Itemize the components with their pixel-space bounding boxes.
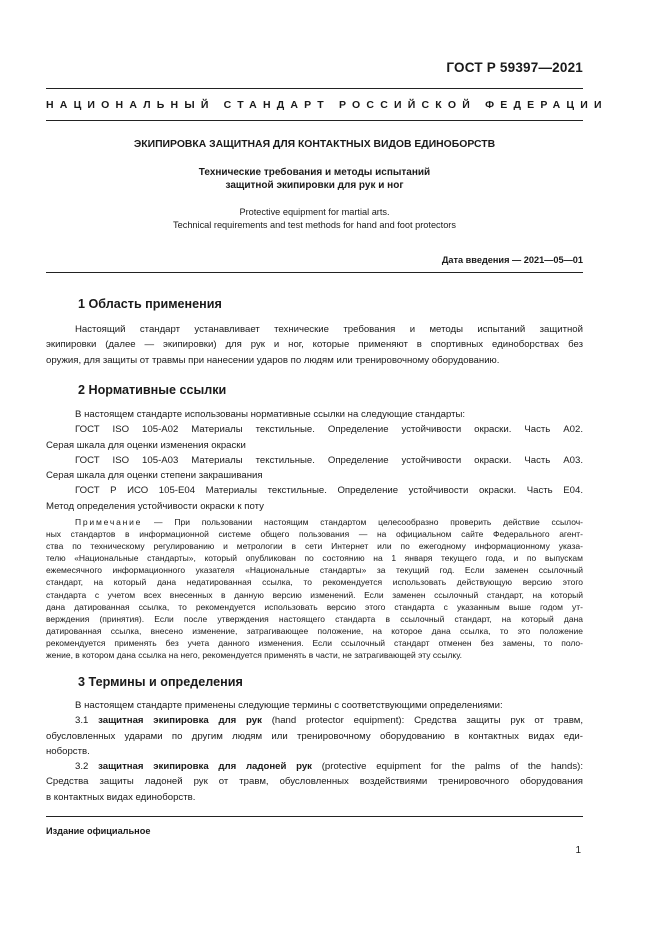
intro-date: Дата введения — 2021—05—01: [441, 255, 583, 265]
document-title: ЭКИПИРОВКА ЗАЩИТНАЯ ДЛЯ КОНТАКТНЫХ ВИДОВ ЕДИНОБОРСТВ: [133, 139, 496, 150]
term-line: ноборств.: [46, 745, 90, 757]
official-edition-label: Издание официальное: [46, 826, 151, 836]
term-line: в контактных видах единоборств.: [46, 791, 196, 803]
reference-line: Серая шкала для оценки изменения окраски: [46, 439, 246, 451]
reference-line: ГОСТ ISO 105-A03 Материалы текстильные. Определение устойчивости окраски. Часть A03.: [75, 454, 583, 466]
note-line: стандарт, на который дана недатированная ссылка, то рекомендуется использовать действующую версию этого: [46, 577, 583, 588]
reference-line: Серая шкала для оценки степени закрашивания: [46, 470, 263, 482]
section-2-heading: 2 Нормативные ссылки: [78, 383, 227, 397]
subtitle-line: Технические требования и методы испытаний: [198, 167, 431, 178]
section-3-heading: 3 Термины и определения: [78, 675, 243, 689]
note-line: стандарта с учетом всех внесенных в данную версию изменений. Если заменен ссылочный стандарт, на который: [46, 589, 583, 600]
reference-line: ГОСТ Р ИСО 105-E04 Материалы текстильные. Определение устойчивости окраски. Часть E04.: [75, 485, 583, 497]
note-line: Примечание — При пользовании настоящим стандартом целесообразно проверить действие ссылоч-: [75, 517, 583, 527]
english-title: [46, 206, 583, 231]
text-line: В настоящем стандарте применены следующие термины с соответствующими определениями:: [75, 700, 503, 711]
note-line: рекомендуется применять без учета данного изменения. Если ссылочный стандарт отменен без замены, то поло-: [46, 637, 583, 648]
text-line: В настоящем стандарте использованы нормативные ссылки на следующие стандарты:: [75, 409, 466, 420]
note-line: ных стандартов в информационной системе общего пользования — на официальном сайте Федерального агент-: [46, 529, 583, 540]
text-line: оружия, для защиты от травмы при нанесении ударов по людям или тренировочному оборудованию.: [46, 354, 500, 366]
page-number: 1: [575, 845, 581, 856]
section-1-heading: 1 Область применения: [78, 297, 222, 311]
term-line: Средства защиты ладоней рук от травм, обусловленных воздействиями тренировочного оборудования: [46, 776, 583, 788]
document-subtitle: [46, 166, 583, 192]
note-line: телю «Национальные стандарты», который опубликован по состоянию на 1 января текущего года, и по выпускам: [46, 553, 583, 564]
text-line: Настоящий стандарт устанавливает технические требования и методы испытаний защитной: [75, 324, 583, 335]
note-label: Примечание: [75, 517, 143, 527]
note-line: верждения (принятия). Если после утверждения настоящего стандарта в ссылочный стандарт, на который дана: [46, 613, 583, 624]
section-3-terms: [46, 698, 583, 805]
term-name: защитная экипировка для рук: [98, 715, 262, 727]
text-line: экипировки (далее — экипировки) для рук и ног, которые применяют в спортивных единоборствах без: [46, 339, 583, 351]
term-name: защитная экипировка для ладоней рук: [98, 761, 312, 773]
term-line: 3.2 защитная экипировка для ладоней рук (protective equipment for the palms of the hands):: [75, 761, 583, 773]
section-1-paragraph: [46, 322, 583, 368]
term-line: обусловленных ударами по другим людям или тренировочному оборудованию в контактных видах еди-: [46, 730, 583, 742]
note-line: ства по техническому регулированию и метрологии в сети Интернет или по ежегодному информационному указа-: [46, 541, 583, 552]
english-title-line: Protective equipment for martial arts.: [239, 207, 390, 217]
term-line: 3.1 защитная экипировка для рук (hand protector equipment): Средства защиты рук от травм,: [75, 715, 583, 727]
date-rule: [46, 272, 583, 273]
note-line: ежемесячного информационного указателя «Национальные стандарты» за текущий год. Если заменен ссылочный: [46, 565, 583, 576]
english-title-line: Technical requirements and test methods for hand and foot protectors: [173, 219, 456, 230]
footer-rule: [46, 816, 583, 817]
reference-line: ГОСТ ISO 105-A02 Материалы текстильные. Определение устойчивости окраски. Часть A02.: [75, 424, 583, 436]
gost-code: ГОСТ Р 59397—2021: [446, 60, 583, 75]
note-line: дана датированная ссылка, то рекомендуется использовать версию этого стандарта с указанным выше годом ут-: [46, 601, 583, 612]
note-block: [46, 516, 583, 661]
reference-line: Метод определения устойчивости окраски к поту: [46, 500, 264, 512]
note-line: жение, в котором дана ссылка на него, рекомендуется применять в части, не затрагивающей эту ссылку.: [46, 650, 463, 661]
subtitle-line: защитной экипировки для рук и ног: [225, 180, 404, 191]
note-line: датированная ссылка, внесено изменение, затрагивающее положение, на которое дана ссылка, то это положение: [46, 625, 583, 636]
banner-rule: [46, 120, 583, 121]
national-standard-banner: НАЦИОНАЛЬНЫЙ СТАНДАРТ РОССИЙСКОЙ ФЕДЕРАЦИИ: [46, 99, 608, 111]
section-2-refs: [46, 407, 583, 514]
header-rule: [46, 88, 583, 89]
